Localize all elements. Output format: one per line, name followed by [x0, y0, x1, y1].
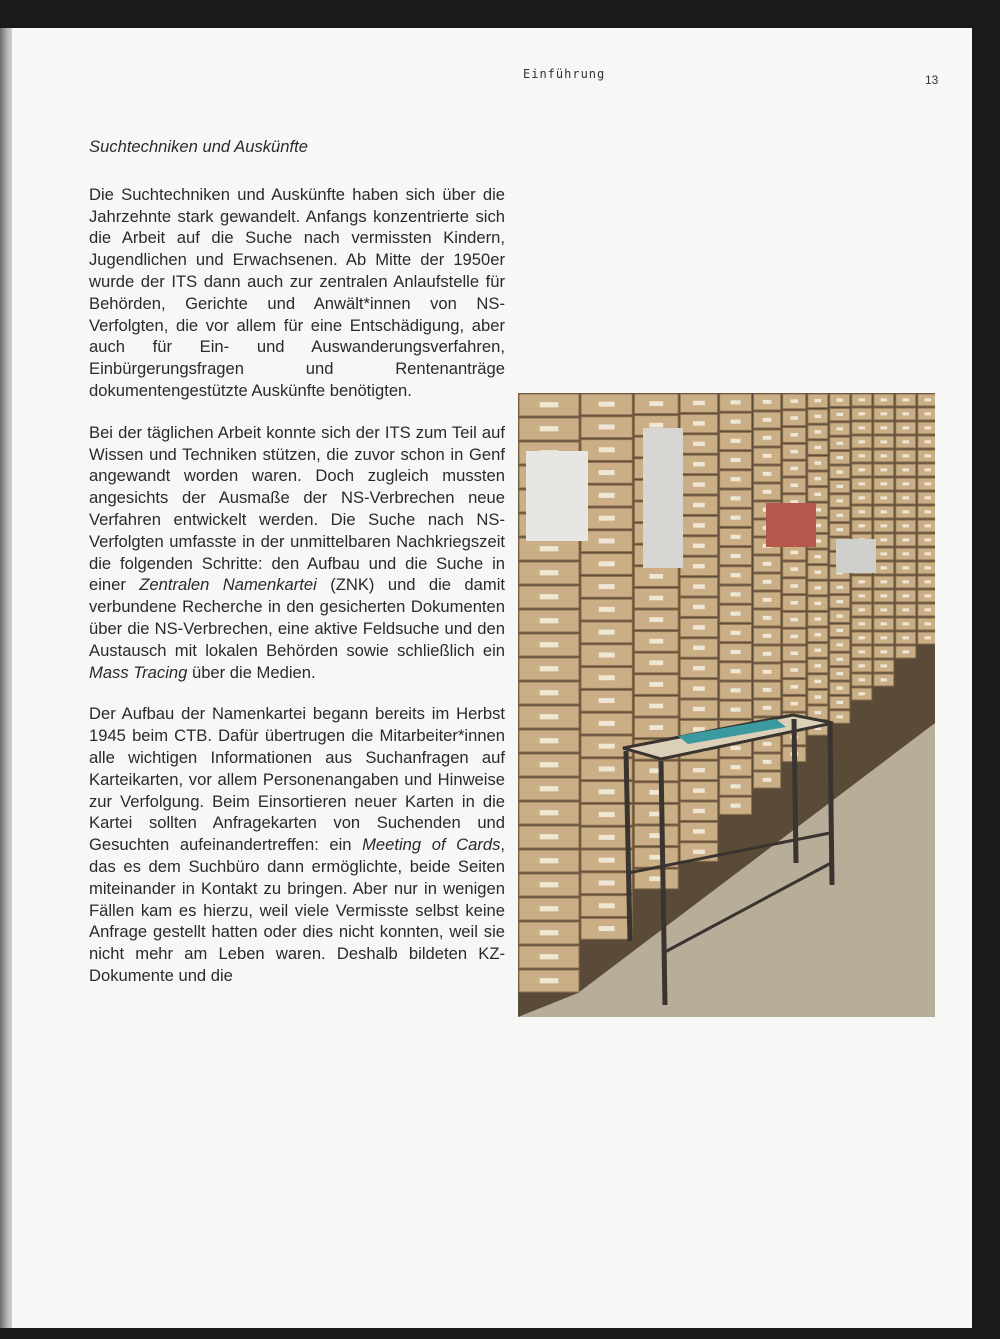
drawer-label	[902, 636, 909, 639]
drawer-label	[814, 571, 821, 574]
drawer-label	[540, 690, 559, 695]
drawer-label	[858, 608, 865, 611]
drawer-label	[836, 586, 843, 589]
drawer-label	[599, 561, 615, 566]
drawer-label	[540, 618, 559, 623]
drawer-label	[858, 454, 865, 457]
drawer-label	[730, 535, 740, 539]
drawer-label	[924, 482, 931, 485]
drawer-label	[730, 458, 740, 462]
drawer-label	[763, 472, 772, 476]
drawer-label	[649, 574, 663, 579]
drawer-label	[540, 810, 559, 815]
drawer-label	[836, 643, 843, 646]
drawer-label	[763, 562, 772, 566]
drawer-label	[730, 707, 740, 711]
text-run: (ZNK) und die damit verbundene Recherche in den gesicherten Dokumenten über die NS-Verbrechen, eine aktive Feldsuche und den Austausch mit lokalen Behörden sowie schließlich ein	[89, 575, 505, 660]
wall-photo	[836, 539, 876, 573]
drawer-label	[599, 744, 615, 749]
drawer-label	[924, 580, 931, 583]
section-title: Suchtechniken und Auskünfte	[89, 137, 308, 156]
drawer-label	[730, 419, 740, 423]
drawer-label	[924, 538, 931, 541]
drawer-label	[599, 424, 615, 429]
drawer-label	[902, 524, 909, 527]
drawer-label	[693, 462, 705, 466]
italic-term: Mass Tracing	[89, 662, 188, 682]
drawer-label	[880, 650, 887, 653]
drawer-label	[858, 692, 865, 695]
drawer-label	[858, 398, 865, 401]
drawer-label	[814, 446, 821, 449]
table-leg	[830, 725, 832, 885]
drawer-label	[599, 538, 615, 543]
text-run: Der Aufbau der Namenkartei begann bereits im Herbst 1945 beim CTB. Dafür übertrugen die Mitarbeiter*innen alle wichtigen Informationen aus Suchanfragen auf Karteikarten, vor allem Personenangaben und Hinweise zur Verfolgung. Beim Einsortieren neuer Karten in die Kartei sollten Anfragekarten von Suchenden und Gesuchten aufeinandertreffen: ein	[89, 704, 505, 855]
drawer-label	[540, 954, 559, 959]
drawer-label	[599, 493, 615, 498]
drawer-label	[763, 778, 772, 782]
drawer-label	[763, 616, 772, 620]
drawer-label	[880, 580, 887, 583]
drawer-label	[880, 454, 887, 457]
drawer-label	[924, 636, 931, 639]
drawer-label	[924, 622, 931, 625]
drawer-label	[763, 742, 772, 746]
drawer-label	[880, 566, 887, 569]
drawer-label	[540, 762, 559, 767]
drawer-label	[880, 524, 887, 527]
drawer-label	[763, 688, 772, 692]
drawer-label	[814, 617, 821, 620]
body-paragraph	[89, 422, 505, 684]
drawer-label	[902, 622, 909, 625]
drawer-label	[880, 608, 887, 611]
drawer-label	[790, 635, 798, 639]
drawer-label	[858, 636, 865, 639]
drawer-label	[858, 650, 865, 653]
drawer-label	[880, 468, 887, 471]
drawer-label	[836, 715, 843, 718]
drawer-label	[693, 564, 705, 568]
running-head: Einführung	[523, 67, 606, 81]
drawer-label	[730, 669, 740, 673]
drawer-label	[790, 416, 798, 420]
drawer-label	[540, 858, 559, 863]
drawer-label	[790, 483, 798, 487]
drawer-label	[924, 440, 931, 443]
drawer-label	[836, 398, 843, 401]
drawer-label	[693, 421, 705, 425]
drawer-label	[599, 858, 615, 863]
drawer-label	[599, 630, 615, 635]
drawer-label	[693, 768, 705, 772]
drawer-label	[599, 789, 615, 794]
text-column	[89, 136, 505, 1007]
drawer-label	[790, 618, 798, 622]
drawer-label	[693, 829, 705, 833]
drawer-label	[599, 903, 615, 908]
drawer-label	[599, 584, 615, 589]
drawer-label	[730, 784, 740, 788]
wall-poster	[526, 451, 588, 541]
drawer-label	[790, 450, 798, 454]
drawer-label	[814, 680, 821, 683]
drawer-label	[763, 652, 772, 656]
drawer-label	[730, 515, 740, 519]
archive-photo-svg	[518, 393, 935, 1017]
drawer-label	[924, 426, 931, 429]
drawer-label	[540, 834, 559, 839]
text-run: Die Suchtechniken und Auskünfte haben sich über die Jahrzehnte stark gewandelt. Anfangs konzentrierte sich die Arbeit auf die Suche nach vermissten Kindern, Jugendlichen und Erwachsenen. Ab Mitte der 1950er wurde der ITS dann auch zur zentralen Anlaufstelle für Behörden, Gerichte und Anwält*innen von NS-Verfolgten, die vor allem für eine Entschädigung, aber auch für Ein- und Auswanderungsverfahren, Einbürgerungsfragen und Rentenanträge dokumentengestützte Auskünfte benötigten.	[89, 184, 505, 400]
drawer-label	[649, 639, 663, 644]
drawer-label	[924, 524, 931, 527]
drawer-label	[836, 442, 843, 445]
drawer-label	[540, 978, 559, 983]
drawer-label	[730, 592, 740, 596]
drawer-label	[790, 702, 798, 706]
italic-term: Zentralen Namenkartei	[139, 575, 317, 595]
drawer-label	[599, 516, 615, 521]
drawer-label	[814, 399, 821, 402]
drawer-label	[858, 678, 865, 681]
drawer-label	[540, 738, 559, 743]
drawer-label	[763, 706, 772, 710]
drawer-label	[730, 746, 740, 750]
drawer-label	[880, 664, 887, 667]
drawer-label	[836, 629, 843, 632]
drawer-label	[599, 880, 615, 885]
drawer-label	[880, 482, 887, 485]
drawer-label	[599, 447, 615, 452]
drawer-label	[693, 503, 705, 507]
drawer-label	[858, 664, 865, 667]
drawer-label	[836, 499, 843, 502]
drawer-label	[693, 442, 705, 446]
text-run: über die Medien.	[187, 662, 316, 682]
drawer-label	[902, 482, 909, 485]
drawer-label	[858, 622, 865, 625]
drawer-label	[814, 555, 821, 558]
drawer-label	[814, 477, 821, 480]
wall-poster	[643, 428, 683, 568]
drawer-label	[880, 552, 887, 555]
drawer-label	[599, 402, 615, 407]
drawer-label	[880, 594, 887, 597]
drawer-label	[902, 412, 909, 415]
drawer-label	[763, 400, 772, 404]
drawer-label	[730, 803, 740, 807]
drawer-label	[790, 399, 798, 403]
drawer-label	[790, 668, 798, 672]
drawer-label	[814, 695, 821, 698]
drawer-label	[693, 686, 705, 690]
drawer-label	[763, 634, 772, 638]
drawer-label	[599, 835, 615, 840]
drawer-label	[836, 427, 843, 430]
page-number: 13	[925, 73, 939, 87]
drawer-label	[814, 493, 821, 496]
drawer-label	[814, 415, 821, 418]
drawer-label	[880, 622, 887, 625]
drawer-label	[730, 439, 740, 443]
drawer-label	[836, 470, 843, 473]
drawer-label	[763, 598, 772, 602]
drawer-label	[836, 514, 843, 517]
drawer-label	[693, 809, 705, 813]
drawer-label	[814, 602, 821, 605]
drawer-label	[836, 600, 843, 603]
drawer-label	[730, 765, 740, 769]
drawer-label	[924, 608, 931, 611]
drawer-label	[599, 698, 615, 703]
drawer-label	[836, 456, 843, 459]
drawer-label	[693, 523, 705, 527]
drawer-label	[599, 926, 615, 931]
drawer-label	[902, 650, 909, 653]
drawer-label	[540, 546, 559, 551]
wall-photo	[766, 503, 816, 547]
drawer-label	[693, 646, 705, 650]
drawer-label	[858, 510, 865, 513]
drawer-label	[902, 566, 909, 569]
drawer-label	[790, 685, 798, 689]
drawer-label	[836, 528, 843, 531]
drawer-label	[880, 426, 887, 429]
drawer-label	[836, 701, 843, 704]
drawer-label	[790, 551, 798, 555]
drawer-label	[858, 482, 865, 485]
drawer-label	[649, 660, 663, 665]
drawer-label	[693, 666, 705, 670]
drawer-label	[858, 468, 865, 471]
drawer-label	[763, 490, 772, 494]
drawer-label	[902, 440, 909, 443]
drawer-label	[693, 584, 705, 588]
drawer-label	[599, 652, 615, 657]
drawer-label	[540, 882, 559, 887]
drawer-label	[902, 454, 909, 457]
drawer-label	[902, 468, 909, 471]
drawer-label	[924, 552, 931, 555]
drawer-label	[649, 725, 663, 730]
drawer-label	[599, 675, 615, 680]
drawer-label	[880, 538, 887, 541]
drawer-label	[730, 400, 740, 404]
drawer-label	[880, 412, 887, 415]
body-paragraph	[89, 184, 505, 402]
drawer-label	[790, 651, 798, 655]
drawer-label	[924, 398, 931, 401]
paragraphs	[89, 184, 505, 987]
drawer-label	[924, 566, 931, 569]
drawer-label	[649, 596, 663, 601]
drawer-label	[880, 510, 887, 513]
drawer-label	[924, 510, 931, 513]
drawer-label	[790, 467, 798, 471]
drawer-label	[763, 436, 772, 440]
drawer-label	[540, 930, 559, 935]
drawer-label	[763, 418, 772, 422]
drawer-label	[693, 788, 705, 792]
drawer-label	[836, 686, 843, 689]
drawer-label	[902, 608, 909, 611]
drawer-label	[858, 524, 865, 527]
drawer-label	[649, 617, 663, 622]
drawer-label	[540, 786, 559, 791]
drawer-label	[814, 430, 821, 433]
drawer-label	[902, 510, 909, 513]
drawer-label	[730, 554, 740, 558]
drawer-label	[836, 658, 843, 661]
drawer-label	[730, 688, 740, 692]
drawer-label	[693, 707, 705, 711]
drawer-label	[902, 398, 909, 401]
drawer-label	[790, 567, 798, 571]
drawer-label	[730, 496, 740, 500]
drawer-label	[730, 650, 740, 654]
drawer-label	[814, 711, 821, 714]
drawer-label	[902, 426, 909, 429]
drawer-label	[540, 666, 559, 671]
drawer-label	[814, 664, 821, 667]
drawer-label	[814, 586, 821, 589]
drawer-label	[730, 631, 740, 635]
drawer-label	[763, 670, 772, 674]
drawer-label	[858, 594, 865, 597]
drawer-label	[924, 594, 931, 597]
drawer-label	[814, 633, 821, 636]
drawer-label	[858, 440, 865, 443]
text-run: , das es dem Suchbüro dann ermöglichte, beide Seiten miteinander in Kontakt zu bringen. Aber nur in wenigen Fällen kam es hierzu, weil viele Vermisste selbst keine Anfrage gestellt hatten oder dies nicht konnten, weil sie nicht mehr am Leben waren. Deshalb bildeten KZ-Dokumente und die	[89, 835, 506, 985]
drawer-label	[790, 601, 798, 605]
drawer-label	[540, 426, 559, 431]
drawer-label	[649, 401, 663, 406]
drawer-label	[858, 496, 865, 499]
italic-term: Meeting of Cards	[362, 835, 501, 855]
drawer-label	[763, 580, 772, 584]
drawer-label	[599, 766, 615, 771]
drawer-label	[540, 642, 559, 647]
drawer-label	[836, 485, 843, 488]
drawer-label	[880, 496, 887, 499]
drawer-label	[858, 580, 865, 583]
drawer-label	[649, 682, 663, 687]
drawer-label	[763, 454, 772, 458]
drawer-label	[540, 402, 559, 407]
drawer-label	[540, 570, 559, 575]
drawer-label	[924, 468, 931, 471]
drawer-label	[836, 672, 843, 675]
drawer-label	[599, 607, 615, 612]
drawer-label	[902, 552, 909, 555]
text-run: Bei der täglichen Arbeit konnte sich der ITS zum Teil auf Wissen und Techniken stützen, die zuvor schon in Genf angewandt worden waren. Doch zugleich mussten angesichts der Ausmaße der NS-Verbrechen neue Verfahren entwickelt werden. Die Suche nach NS-Verfolgten umfasste in der unmittelbaren Nachkriegszeit die folgenden Schritte: den Aufbau und die Suche in einer	[89, 422, 505, 595]
drawer-label	[649, 704, 663, 709]
drawer-label	[924, 454, 931, 457]
drawer-label	[693, 625, 705, 629]
drawer-label	[880, 440, 887, 443]
drawer-label	[540, 906, 559, 911]
drawer-label	[858, 426, 865, 429]
drawer-label	[540, 714, 559, 719]
drawer-label	[540, 594, 559, 599]
drawer-label	[693, 401, 705, 405]
drawer-label	[858, 412, 865, 415]
drawer-label	[599, 470, 615, 475]
drawer-label	[599, 721, 615, 726]
drawer-label	[924, 412, 931, 415]
drawer-label	[730, 573, 740, 577]
drawer-label	[902, 496, 909, 499]
drawer-label	[814, 461, 821, 464]
drawer-label	[902, 580, 909, 583]
drawer-label	[790, 584, 798, 588]
drawer-label	[763, 760, 772, 764]
drawer-label	[693, 544, 705, 548]
archive-photo	[518, 393, 935, 1017]
drawer-label	[836, 413, 843, 416]
drawer-label	[924, 496, 931, 499]
drawer-label	[599, 812, 615, 817]
drawer-label	[730, 477, 740, 481]
drawer-label	[693, 850, 705, 854]
drawer-label	[649, 423, 663, 428]
drawer-label	[790, 433, 798, 437]
drawer-label	[693, 605, 705, 609]
drawer-label	[880, 636, 887, 639]
drawer-label	[880, 398, 887, 401]
drawer-label	[836, 614, 843, 617]
drawer-label	[693, 482, 705, 486]
drawer-label	[902, 594, 909, 597]
drawer-label	[730, 611, 740, 615]
body-paragraph	[89, 703, 505, 986]
drawer-label	[814, 649, 821, 652]
drawer-label	[902, 538, 909, 541]
drawer-label	[880, 678, 887, 681]
